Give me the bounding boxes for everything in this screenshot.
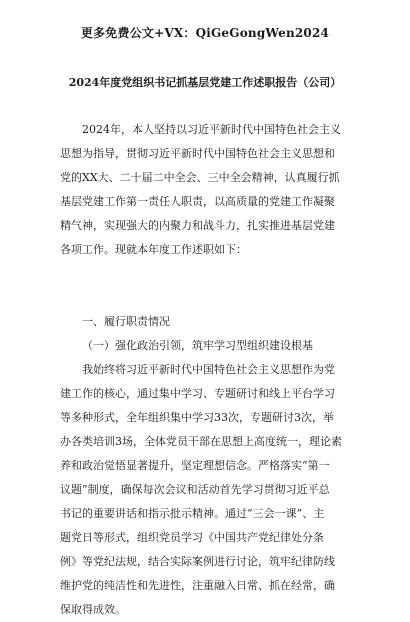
- paragraph-line: 各项工作。现就本年度工作述职如下：: [60, 243, 247, 256]
- paragraph-line: 党的XX大、二十届二中全会、三中全会精神，认真履行抓: [60, 171, 340, 184]
- paragraph-line: 题党日等形式，组织党员学习《中国共产党纪律处分条: [60, 531, 324, 544]
- paragraph-line: 例》等党纪法规，结合实际案例进行讨论，筑牢纪律防线: [60, 555, 335, 568]
- subsection-heading-text: （一）强化政治引领，筑牢学习型组织建设根基: [82, 339, 313, 352]
- paragraph-line: 思想为指导，贯彻习近平新时代中国特色社会主义思想和: [60, 147, 335, 160]
- section-heading-text: 一、履行职责情况: [82, 315, 170, 328]
- intro-paragraph: [60, 118, 360, 262]
- promo-header: 更多免费公文+VX：QiGeGongWen2024: [80, 26, 330, 40]
- paragraph-line: 维护党的纯洁性和先进性，注重融入日常、抓在经常，确: [60, 579, 335, 592]
- section-heading: [60, 310, 360, 334]
- paragraph-line: 我始终将习近平新时代中国特色社会主义思想作为党: [82, 363, 335, 376]
- paragraph-line: 书记的重要讲话和指示批示精神。通过“三会一课”、主: [60, 507, 325, 520]
- paragraph-line: 2024年，本人坚持以习近平新时代中国特色社会主义: [82, 123, 341, 136]
- paragraph-line: 精气神，实现强大的内聚力和战斗力，扎实推进基层党建: [60, 219, 335, 232]
- paragraph-line: 议题”制度，确保每次会议和活动首先学习贯彻习近平总: [60, 483, 330, 496]
- paragraph-line: 基层党建工作第一责任人职责，以高质量的党建工作凝聚: [60, 195, 335, 208]
- paragraph-line: 建工作的核心，通过集中学习、专题研讨和线上平台学习: [60, 387, 335, 400]
- body-paragraph: [60, 358, 360, 622]
- subsection-heading: [60, 334, 360, 358]
- document-title: 2024年度党组织书记抓基层党建工作述职报告（公司）: [68, 76, 342, 89]
- paragraph-line: 保取得成效。: [60, 603, 126, 616]
- paragraph-line: 等多种形式，全年组织集中学习33次，专题研讨3次，举: [60, 411, 334, 424]
- paragraph-line: 养和政治觉悟显著提升，坚定理想信念。严格落实“第一: [60, 459, 330, 472]
- paragraph-line: 办各类培训3场，全体党员干部在思想上高度统一，理论素: [60, 435, 342, 448]
